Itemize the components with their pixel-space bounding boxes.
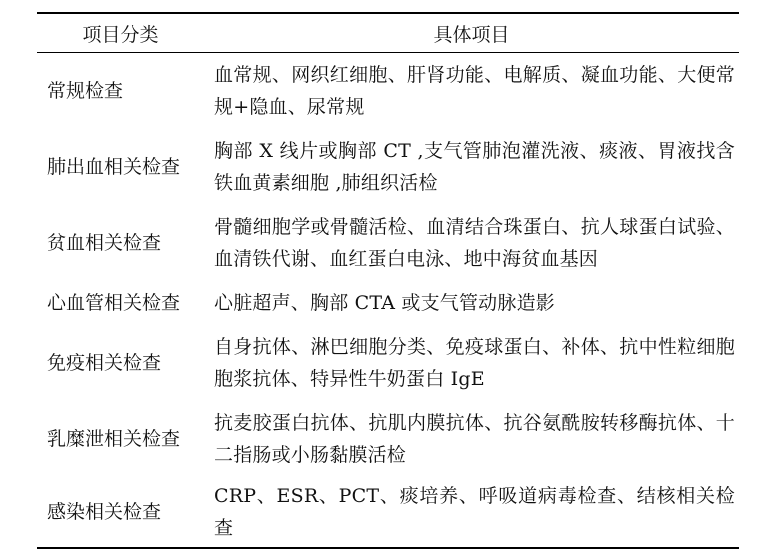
exam-table-container xyxy=(37,12,739,549)
row-items: 心脏超声、胸部 CTA 或支气管动脉造影 xyxy=(214,292,555,314)
header-items: 具体项目 xyxy=(433,23,510,46)
row-category: 贫血相关检查 xyxy=(47,232,162,254)
table-header xyxy=(37,13,739,53)
row-category: 肺出血相关检查 xyxy=(47,156,181,178)
header-row xyxy=(37,13,739,53)
table-row xyxy=(37,281,739,325)
row-items: 自身抗体、淋巴细胞分类、免疫球蛋白、补体、抗中性粒细胞胞浆抗体、特异性牛奶蛋白 IgE xyxy=(214,336,735,390)
row-category: 常规检查 xyxy=(47,80,124,102)
table-row xyxy=(37,129,739,205)
row-category: 心血管相关检查 xyxy=(47,292,181,314)
row-items: 胸部 X 线片或胸部 CT ,支气管肺泡灌洗液、痰液、胃液找含铁血黄素细胞 ,肺组织活检 xyxy=(214,140,735,194)
table-row xyxy=(37,205,739,281)
row-items: 血常规、网织红细胞、肝肾功能、电解质、凝血功能、大便常规+隐血、尿常规 xyxy=(214,64,735,118)
row-category: 感染相关检查 xyxy=(47,501,162,523)
row-category: 免疫相关检查 xyxy=(47,352,162,374)
exam-items-table xyxy=(37,12,739,549)
row-category: 乳糜泄相关检查 xyxy=(47,428,181,450)
row-items: 骨髓细胞学或骨髓活检、血清结合珠蛋白、抗人球蛋白试验、血清铁代谢、血红蛋白电泳、地中海贫血基因 xyxy=(214,216,735,270)
table-row xyxy=(37,325,739,401)
row-items: CRP、ESR、PCT、痰培养、呼吸道病毒检查、结核相关检查 xyxy=(214,485,735,539)
table-row xyxy=(37,53,739,130)
table-row xyxy=(37,401,739,477)
row-items: 抗麦胶蛋白抗体、抗肌内膜抗体、抗谷氨酰胺转移酶抗体、十二指肠或小肠黏膜活检 xyxy=(214,412,735,466)
header-category: 项目分类 xyxy=(82,23,159,46)
table-row xyxy=(37,477,739,548)
table-body xyxy=(37,53,739,549)
